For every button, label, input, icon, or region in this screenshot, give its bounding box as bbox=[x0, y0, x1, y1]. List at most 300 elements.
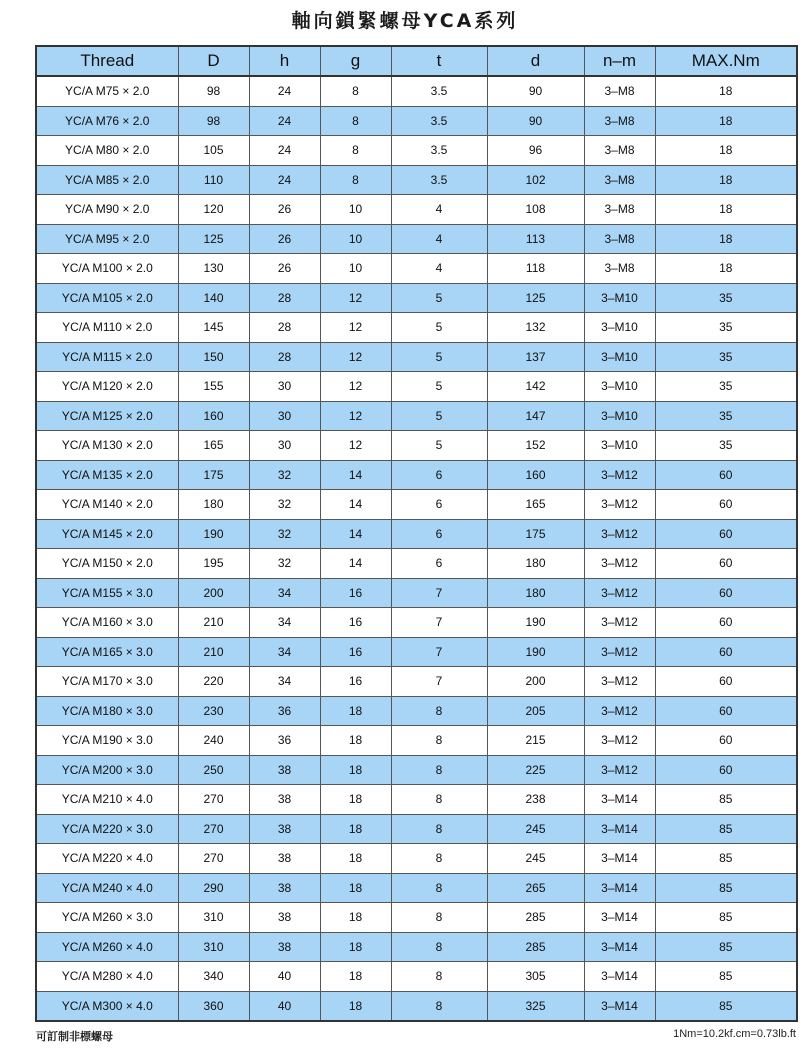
table-row bbox=[36, 342, 797, 372]
table-cell-max-nm: 85 bbox=[655, 814, 797, 844]
table-cell-n-m: 3–M14 bbox=[584, 814, 655, 844]
column-header-n-m: n–m bbox=[584, 46, 655, 76]
table-cell-g: 18 bbox=[320, 814, 391, 844]
table-cell-thread: YC/A M260 × 3.0 bbox=[36, 903, 178, 933]
table-cell-t: 7 bbox=[391, 637, 487, 667]
table-cell-d-outer: 270 bbox=[178, 844, 249, 874]
table-cell-d-inner: 245 bbox=[487, 844, 584, 874]
table-cell-n-m: 3–M8 bbox=[584, 106, 655, 136]
column-header-h: h bbox=[249, 46, 320, 76]
table-cell-max-nm: 85 bbox=[655, 962, 797, 992]
table-cell-d-inner: 152 bbox=[487, 431, 584, 461]
table-cell-max-nm: 60 bbox=[655, 578, 797, 608]
table-cell-n-m: 3–M10 bbox=[584, 342, 655, 372]
table-cell-h: 28 bbox=[249, 313, 320, 343]
table-cell-h: 38 bbox=[249, 932, 320, 962]
table-cell-max-nm: 18 bbox=[655, 165, 797, 195]
table-cell-d-outer: 210 bbox=[178, 637, 249, 667]
unit-conversion-note: 1Nm=10.2kf.cm=0.73lb.ft bbox=[673, 1028, 796, 1040]
table-cell-t: 5 bbox=[391, 401, 487, 431]
table-cell-thread: YC/A M100 × 2.0 bbox=[36, 254, 178, 284]
column-header-g: g bbox=[320, 46, 391, 76]
table-cell-d-inner: 142 bbox=[487, 372, 584, 402]
table-cell-h: 24 bbox=[249, 165, 320, 195]
table-cell-max-nm: 18 bbox=[655, 76, 797, 106]
table-cell-g: 18 bbox=[320, 873, 391, 903]
table-row bbox=[36, 696, 797, 726]
table-cell-d-inner: 245 bbox=[487, 814, 584, 844]
table-cell-d-outer: 230 bbox=[178, 696, 249, 726]
table-cell-thread: YC/A M260 × 4.0 bbox=[36, 932, 178, 962]
table-row bbox=[36, 962, 797, 992]
table-cell-max-nm: 35 bbox=[655, 431, 797, 461]
table-cell-thread: YC/A M140 × 2.0 bbox=[36, 490, 178, 520]
column-header-d-outer: D bbox=[178, 46, 249, 76]
table-row bbox=[36, 637, 797, 667]
table-cell-d-inner: 175 bbox=[487, 519, 584, 549]
table-cell-n-m: 3–M12 bbox=[584, 608, 655, 638]
table-cell-n-m: 3–M12 bbox=[584, 460, 655, 490]
table-cell-t: 8 bbox=[391, 785, 487, 815]
table-cell-d-outer: 110 bbox=[178, 165, 249, 195]
table-cell-d-outer: 140 bbox=[178, 283, 249, 313]
table-cell-d-inner: 265 bbox=[487, 873, 584, 903]
table-cell-h: 30 bbox=[249, 401, 320, 431]
table-cell-d-outer: 175 bbox=[178, 460, 249, 490]
table-cell-thread: YC/A M75 × 2.0 bbox=[36, 76, 178, 106]
table-cell-thread: YC/A M240 × 4.0 bbox=[36, 873, 178, 903]
table-row bbox=[36, 726, 797, 756]
table-cell-h: 34 bbox=[249, 637, 320, 667]
table-cell-thread: YC/A M200 × 3.0 bbox=[36, 755, 178, 785]
table-cell-d-outer: 98 bbox=[178, 106, 249, 136]
table-cell-max-nm: 35 bbox=[655, 313, 797, 343]
table-cell-g: 16 bbox=[320, 578, 391, 608]
table-cell-g: 12 bbox=[320, 401, 391, 431]
table-cell-t: 4 bbox=[391, 254, 487, 284]
table-cell-d-outer: 120 bbox=[178, 195, 249, 225]
table-cell-t: 7 bbox=[391, 667, 487, 697]
table-cell-g: 12 bbox=[320, 283, 391, 313]
table-cell-d-inner: 190 bbox=[487, 637, 584, 667]
table-cell-thread: YC/A M210 × 4.0 bbox=[36, 785, 178, 815]
table-cell-max-nm: 85 bbox=[655, 873, 797, 903]
table-cell-h: 38 bbox=[249, 844, 320, 874]
table-cell-max-nm: 60 bbox=[655, 490, 797, 520]
table-cell-thread: YC/A M80 × 2.0 bbox=[36, 136, 178, 166]
table-cell-thread: YC/A M130 × 2.0 bbox=[36, 431, 178, 461]
table-cell-h: 30 bbox=[249, 431, 320, 461]
table-cell-d-outer: 240 bbox=[178, 726, 249, 756]
table-cell-max-nm: 18 bbox=[655, 136, 797, 166]
spec-table bbox=[35, 45, 798, 1022]
table-cell-thread: YC/A M76 × 2.0 bbox=[36, 106, 178, 136]
table-row bbox=[36, 814, 797, 844]
table-cell-t: 3.5 bbox=[391, 136, 487, 166]
table-cell-h: 38 bbox=[249, 903, 320, 933]
table-cell-max-nm: 18 bbox=[655, 254, 797, 284]
table-cell-max-nm: 18 bbox=[655, 195, 797, 225]
table-row bbox=[36, 195, 797, 225]
table-row bbox=[36, 283, 797, 313]
table-cell-thread: YC/A M105 × 2.0 bbox=[36, 283, 178, 313]
table-cell-thread: YC/A M300 × 4.0 bbox=[36, 991, 178, 1021]
table-cell-g: 8 bbox=[320, 76, 391, 106]
table-cell-n-m: 3–M12 bbox=[584, 726, 655, 756]
table-cell-g: 18 bbox=[320, 903, 391, 933]
table-cell-d-inner: 305 bbox=[487, 962, 584, 992]
table-cell-d-inner: 90 bbox=[487, 76, 584, 106]
table-cell-g: 8 bbox=[320, 165, 391, 195]
table-cell-g: 14 bbox=[320, 549, 391, 579]
table-cell-n-m: 3–M10 bbox=[584, 283, 655, 313]
table-row bbox=[36, 608, 797, 638]
table-row bbox=[36, 431, 797, 461]
table-row bbox=[36, 844, 797, 874]
table-cell-g: 14 bbox=[320, 519, 391, 549]
table-cell-n-m: 3–M12 bbox=[584, 519, 655, 549]
table-cell-d-outer: 210 bbox=[178, 608, 249, 638]
table-cell-d-outer: 155 bbox=[178, 372, 249, 402]
column-header-t: t bbox=[391, 46, 487, 76]
table-cell-thread: YC/A M280 × 4.0 bbox=[36, 962, 178, 992]
table-row bbox=[36, 755, 797, 785]
table-cell-h: 26 bbox=[249, 254, 320, 284]
table-cell-g: 16 bbox=[320, 637, 391, 667]
table-cell-h: 40 bbox=[249, 962, 320, 992]
table-cell-t: 6 bbox=[391, 490, 487, 520]
table-cell-n-m: 3–M14 bbox=[584, 785, 655, 815]
table-cell-t: 8 bbox=[391, 991, 487, 1021]
table-cell-t: 3.5 bbox=[391, 76, 487, 106]
table-row bbox=[36, 165, 797, 195]
table-cell-h: 38 bbox=[249, 785, 320, 815]
table-cell-n-m: 3–M8 bbox=[584, 165, 655, 195]
table-cell-d-outer: 270 bbox=[178, 814, 249, 844]
table-row bbox=[36, 490, 797, 520]
table-cell-d-outer: 310 bbox=[178, 932, 249, 962]
table-cell-max-nm: 85 bbox=[655, 991, 797, 1021]
table-cell-h: 36 bbox=[249, 696, 320, 726]
table-cell-t: 3.5 bbox=[391, 106, 487, 136]
table-cell-h: 28 bbox=[249, 283, 320, 313]
table-cell-t: 6 bbox=[391, 549, 487, 579]
table-cell-t: 5 bbox=[391, 342, 487, 372]
table-cell-max-nm: 85 bbox=[655, 903, 797, 933]
column-header-max-nm: MAX.Nm bbox=[655, 46, 797, 76]
table-cell-n-m: 3–M12 bbox=[584, 549, 655, 579]
table-cell-h: 24 bbox=[249, 106, 320, 136]
column-header-d-inner: d bbox=[487, 46, 584, 76]
table-cell-n-m: 3–M14 bbox=[584, 873, 655, 903]
table-cell-thread: YC/A M170 × 3.0 bbox=[36, 667, 178, 697]
table-cell-d-outer: 290 bbox=[178, 873, 249, 903]
table-cell-max-nm: 35 bbox=[655, 401, 797, 431]
table-cell-max-nm: 60 bbox=[655, 460, 797, 490]
table-cell-h: 38 bbox=[249, 755, 320, 785]
table-cell-t: 8 bbox=[391, 932, 487, 962]
table-cell-d-outer: 340 bbox=[178, 962, 249, 992]
table-row bbox=[36, 932, 797, 962]
table-cell-d-inner: 238 bbox=[487, 785, 584, 815]
table-cell-d-inner: 160 bbox=[487, 460, 584, 490]
table-cell-thread: YC/A M115 × 2.0 bbox=[36, 342, 178, 372]
table-cell-thread: YC/A M220 × 3.0 bbox=[36, 814, 178, 844]
table-header-row bbox=[36, 46, 797, 76]
table-cell-h: 32 bbox=[249, 490, 320, 520]
page-title: 軸向鎖緊螺母YCA系列 bbox=[291, 10, 519, 32]
table-row bbox=[36, 106, 797, 136]
table-cell-thread: YC/A M150 × 2.0 bbox=[36, 549, 178, 579]
table-cell-d-outer: 180 bbox=[178, 490, 249, 520]
table-cell-h: 24 bbox=[249, 76, 320, 106]
table-cell-n-m: 3–M10 bbox=[584, 431, 655, 461]
table-cell-g: 16 bbox=[320, 608, 391, 638]
table-cell-max-nm: 85 bbox=[655, 932, 797, 962]
table-cell-thread: YC/A M125 × 2.0 bbox=[36, 401, 178, 431]
table-cell-d-outer: 220 bbox=[178, 667, 249, 697]
table-row bbox=[36, 785, 797, 815]
table-cell-g: 18 bbox=[320, 755, 391, 785]
table-cell-n-m: 3–M8 bbox=[584, 195, 655, 225]
table-cell-thread: YC/A M95 × 2.0 bbox=[36, 224, 178, 254]
table-cell-d-inner: 147 bbox=[487, 401, 584, 431]
table-cell-max-nm: 60 bbox=[655, 519, 797, 549]
table-cell-max-nm: 35 bbox=[655, 283, 797, 313]
table-cell-thread: YC/A M145 × 2.0 bbox=[36, 519, 178, 549]
table-cell-max-nm: 60 bbox=[655, 637, 797, 667]
table-cell-d-outer: 150 bbox=[178, 342, 249, 372]
table-cell-d-inner: 180 bbox=[487, 549, 584, 579]
table-cell-n-m: 3–M8 bbox=[584, 136, 655, 166]
table-cell-max-nm: 85 bbox=[655, 844, 797, 874]
table-cell-h: 30 bbox=[249, 372, 320, 402]
table-cell-h: 38 bbox=[249, 873, 320, 903]
table-cell-d-inner: 285 bbox=[487, 903, 584, 933]
table-cell-t: 5 bbox=[391, 431, 487, 461]
table-cell-d-inner: 132 bbox=[487, 313, 584, 343]
table-cell-g: 8 bbox=[320, 136, 391, 166]
table-cell-thread: YC/A M110 × 2.0 bbox=[36, 313, 178, 343]
table-cell-d-inner: 325 bbox=[487, 991, 584, 1021]
table-cell-d-inner: 90 bbox=[487, 106, 584, 136]
table-cell-max-nm: 60 bbox=[655, 608, 797, 638]
table-cell-max-nm: 60 bbox=[655, 755, 797, 785]
table-cell-d-outer: 105 bbox=[178, 136, 249, 166]
table-row bbox=[36, 991, 797, 1021]
table-cell-d-inner: 108 bbox=[487, 195, 584, 225]
table-cell-d-inner: 285 bbox=[487, 932, 584, 962]
table-cell-t: 6 bbox=[391, 460, 487, 490]
table-cell-d-outer: 165 bbox=[178, 431, 249, 461]
table-cell-g: 14 bbox=[320, 490, 391, 520]
table-cell-n-m: 3–M12 bbox=[584, 637, 655, 667]
table-cell-g: 8 bbox=[320, 106, 391, 136]
table-cell-t: 6 bbox=[391, 519, 487, 549]
table-cell-n-m: 3–M14 bbox=[584, 903, 655, 933]
table-cell-h: 26 bbox=[249, 224, 320, 254]
table-cell-d-inner: 215 bbox=[487, 726, 584, 756]
table-body bbox=[36, 76, 797, 1021]
table-cell-max-nm: 35 bbox=[655, 342, 797, 372]
table-cell-n-m: 3–M10 bbox=[584, 372, 655, 402]
table-cell-thread: YC/A M155 × 3.0 bbox=[36, 578, 178, 608]
table-cell-g: 18 bbox=[320, 696, 391, 726]
table-cell-g: 10 bbox=[320, 254, 391, 284]
table-cell-n-m: 3–M12 bbox=[584, 667, 655, 697]
table-cell-t: 8 bbox=[391, 873, 487, 903]
custom-order-note: 可訂制非標螺母 bbox=[36, 1030, 113, 1043]
table-cell-thread: YC/A M190 × 3.0 bbox=[36, 726, 178, 756]
table-cell-n-m: 3–M14 bbox=[584, 962, 655, 992]
table-cell-n-m: 3–M12 bbox=[584, 490, 655, 520]
column-header-thread: Thread bbox=[36, 46, 178, 76]
table-cell-t: 5 bbox=[391, 283, 487, 313]
table-cell-max-nm: 35 bbox=[655, 372, 797, 402]
table-cell-max-nm: 60 bbox=[655, 726, 797, 756]
table-cell-max-nm: 60 bbox=[655, 696, 797, 726]
table-cell-d-outer: 130 bbox=[178, 254, 249, 284]
table-cell-max-nm: 18 bbox=[655, 106, 797, 136]
table-cell-d-outer: 195 bbox=[178, 549, 249, 579]
table-row bbox=[36, 460, 797, 490]
table-cell-h: 24 bbox=[249, 136, 320, 166]
table-cell-d-inner: 205 bbox=[487, 696, 584, 726]
table-cell-d-inner: 190 bbox=[487, 608, 584, 638]
table-cell-g: 18 bbox=[320, 844, 391, 874]
table-cell-h: 32 bbox=[249, 460, 320, 490]
table-cell-d-outer: 310 bbox=[178, 903, 249, 933]
table-cell-d-inner: 180 bbox=[487, 578, 584, 608]
table-cell-h: 34 bbox=[249, 578, 320, 608]
table-cell-n-m: 3–M8 bbox=[584, 254, 655, 284]
table-cell-t: 8 bbox=[391, 755, 487, 785]
table-cell-h: 36 bbox=[249, 726, 320, 756]
table-cell-d-outer: 190 bbox=[178, 519, 249, 549]
table-cell-g: 14 bbox=[320, 460, 391, 490]
table-cell-n-m: 3–M12 bbox=[584, 696, 655, 726]
table-cell-d-inner: 165 bbox=[487, 490, 584, 520]
table-row bbox=[36, 254, 797, 284]
table-cell-thread: YC/A M160 × 3.0 bbox=[36, 608, 178, 638]
table-row bbox=[36, 667, 797, 697]
table-row bbox=[36, 873, 797, 903]
table-cell-g: 10 bbox=[320, 195, 391, 225]
table-cell-t: 8 bbox=[391, 844, 487, 874]
table-cell-g: 18 bbox=[320, 785, 391, 815]
table-cell-thread: YC/A M220 × 4.0 bbox=[36, 844, 178, 874]
table-cell-h: 34 bbox=[249, 608, 320, 638]
table-cell-n-m: 3–M8 bbox=[584, 76, 655, 106]
table-row bbox=[36, 549, 797, 579]
table-cell-n-m: 3–M10 bbox=[584, 313, 655, 343]
table-cell-n-m: 3–M14 bbox=[584, 932, 655, 962]
table-cell-g: 10 bbox=[320, 224, 391, 254]
table-cell-d-outer: 125 bbox=[178, 224, 249, 254]
table-cell-h: 38 bbox=[249, 814, 320, 844]
table-cell-n-m: 3–M14 bbox=[584, 844, 655, 874]
table-cell-t: 8 bbox=[391, 814, 487, 844]
table-cell-d-outer: 200 bbox=[178, 578, 249, 608]
table-cell-n-m: 3–M12 bbox=[584, 755, 655, 785]
table-cell-d-inner: 96 bbox=[487, 136, 584, 166]
table-cell-t: 5 bbox=[391, 313, 487, 343]
table-cell-d-inner: 102 bbox=[487, 165, 584, 195]
table-cell-h: 32 bbox=[249, 519, 320, 549]
table-cell-t: 5 bbox=[391, 372, 487, 402]
table-cell-t: 8 bbox=[391, 696, 487, 726]
table-cell-h: 26 bbox=[249, 195, 320, 225]
table-cell-n-m: 3–M12 bbox=[584, 578, 655, 608]
table-cell-g: 12 bbox=[320, 342, 391, 372]
table-cell-max-nm: 18 bbox=[655, 224, 797, 254]
table-row bbox=[36, 519, 797, 549]
table-cell-thread: YC/A M165 × 3.0 bbox=[36, 637, 178, 667]
table-cell-t: 8 bbox=[391, 962, 487, 992]
table-cell-g: 18 bbox=[320, 726, 391, 756]
table-cell-thread: YC/A M120 × 2.0 bbox=[36, 372, 178, 402]
table-cell-t: 7 bbox=[391, 578, 487, 608]
table-cell-d-outer: 160 bbox=[178, 401, 249, 431]
table-row bbox=[36, 76, 797, 106]
table-cell-d-inner: 118 bbox=[487, 254, 584, 284]
table-cell-t: 4 bbox=[391, 195, 487, 225]
table-cell-d-outer: 145 bbox=[178, 313, 249, 343]
table-cell-n-m: 3–M14 bbox=[584, 991, 655, 1021]
table-cell-h: 32 bbox=[249, 549, 320, 579]
table-cell-d-outer: 98 bbox=[178, 76, 249, 106]
table-cell-t: 8 bbox=[391, 726, 487, 756]
table-row bbox=[36, 903, 797, 933]
table-cell-g: 12 bbox=[320, 431, 391, 461]
table-cell-g: 18 bbox=[320, 991, 391, 1021]
table-row bbox=[36, 136, 797, 166]
table-cell-thread: YC/A M85 × 2.0 bbox=[36, 165, 178, 195]
table-cell-d-outer: 250 bbox=[178, 755, 249, 785]
table-cell-d-inner: 137 bbox=[487, 342, 584, 372]
table-row bbox=[36, 313, 797, 343]
table-cell-g: 12 bbox=[320, 372, 391, 402]
table-cell-h: 28 bbox=[249, 342, 320, 372]
table-cell-h: 40 bbox=[249, 991, 320, 1021]
table-cell-d-inner: 125 bbox=[487, 283, 584, 313]
table-cell-t: 8 bbox=[391, 903, 487, 933]
table-cell-d-inner: 225 bbox=[487, 755, 584, 785]
table-cell-g: 12 bbox=[320, 313, 391, 343]
table-cell-max-nm: 60 bbox=[655, 549, 797, 579]
table-cell-thread: YC/A M135 × 2.0 bbox=[36, 460, 178, 490]
table-cell-g: 16 bbox=[320, 667, 391, 697]
table-cell-d-inner: 113 bbox=[487, 224, 584, 254]
table-row bbox=[36, 372, 797, 402]
table-row bbox=[36, 224, 797, 254]
table-cell-t: 3.5 bbox=[391, 165, 487, 195]
table-cell-max-nm: 60 bbox=[655, 667, 797, 697]
table-cell-n-m: 3–M8 bbox=[584, 224, 655, 254]
table-cell-t: 4 bbox=[391, 224, 487, 254]
table-cell-thread: YC/A M90 × 2.0 bbox=[36, 195, 178, 225]
table-row bbox=[36, 401, 797, 431]
table-cell-d-outer: 270 bbox=[178, 785, 249, 815]
table-cell-max-nm: 85 bbox=[655, 785, 797, 815]
table-cell-thread: YC/A M180 × 3.0 bbox=[36, 696, 178, 726]
table-cell-n-m: 3–M10 bbox=[584, 401, 655, 431]
table-cell-g: 18 bbox=[320, 932, 391, 962]
table-cell-d-outer: 360 bbox=[178, 991, 249, 1021]
table-cell-g: 18 bbox=[320, 962, 391, 992]
table-cell-t: 7 bbox=[391, 608, 487, 638]
table-row bbox=[36, 578, 797, 608]
